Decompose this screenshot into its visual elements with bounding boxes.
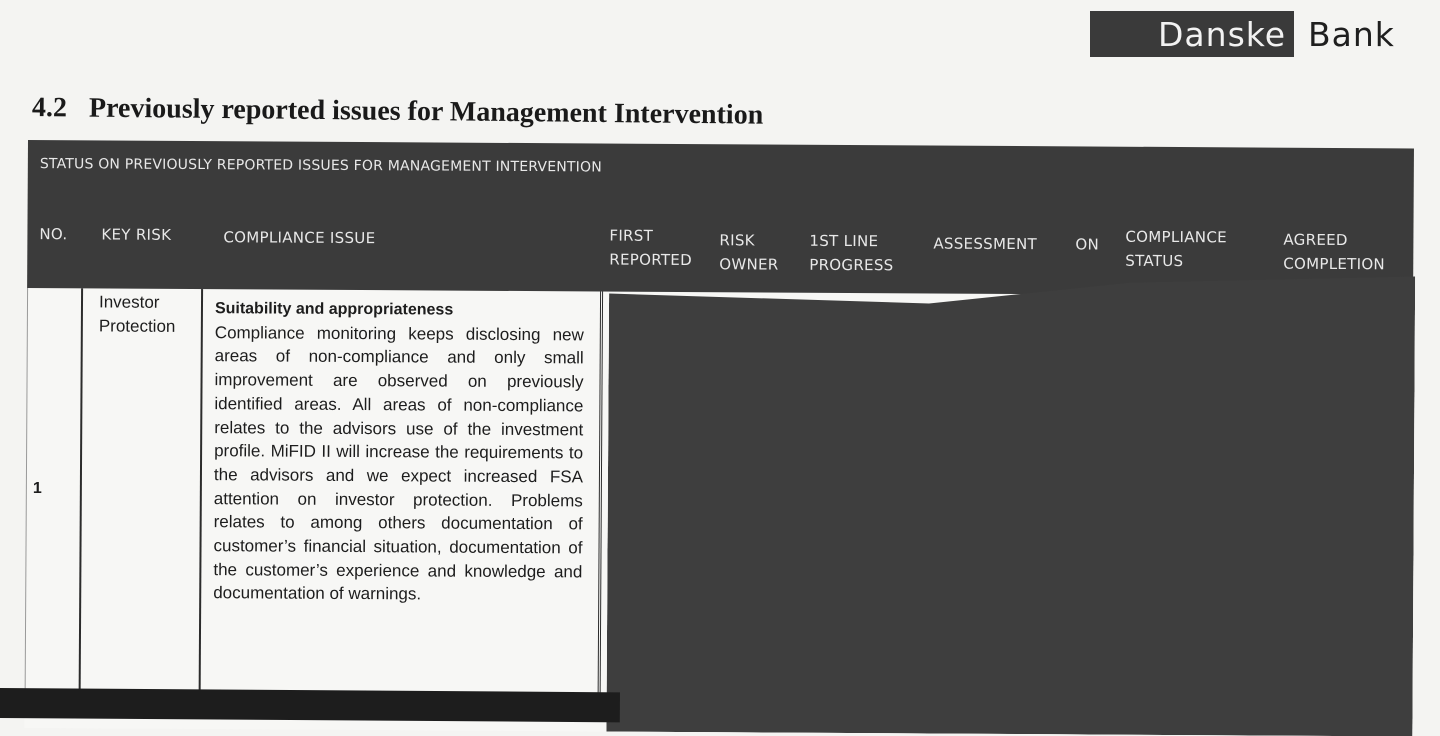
bottom-divider bbox=[0, 688, 620, 722]
table-header bbox=[27, 140, 1414, 298]
table-banner: STATUS ON PREVIOUSLY REPORTED ISSUES FOR MANAGEMENT INTERVENTION bbox=[39, 156, 602, 176]
col-risk-owner-line1: RISK bbox=[719, 231, 755, 250]
issue-title: Suitability and appropriateness bbox=[214, 300, 454, 319]
col-first-reported-line2: REPORTED bbox=[609, 250, 693, 270]
key-risk-value bbox=[83, 288, 201, 339]
col-risk-owner-line2: OWNER bbox=[719, 255, 779, 274]
col-compliance-issue: COMPLIANCE ISSUE bbox=[223, 228, 376, 248]
compliance-issue-value bbox=[201, 289, 600, 608]
col-compliance-status-line2: STATUS bbox=[1125, 251, 1184, 271]
col-line-progress-line1: 1ST LINE bbox=[809, 231, 879, 251]
col-first-reported bbox=[609, 224, 692, 273]
col-agreed-completion-line1: AGREED bbox=[1283, 230, 1348, 250]
danske-bank-logo bbox=[1090, 10, 1410, 58]
col-agreed-completion bbox=[1283, 228, 1385, 277]
col-assessment-on: ON bbox=[1075, 235, 1100, 254]
section-title: Previously reported issues for Management Intervention bbox=[88, 92, 764, 131]
cell-key-risk bbox=[81, 288, 204, 709]
row-number: 1 bbox=[32, 480, 42, 498]
col-key-risk: KEY RISK bbox=[101, 225, 172, 244]
col-agreed-completion-line2: COMPLETION bbox=[1283, 254, 1386, 274]
issue-text: Compliance monitoring keeps disclosing new areas of non-compliance and only small improvement are observed on previously identified areas. All areas of non-compliance relates to the advisors use of the investment profile. MiFID II will increase the requirements to the advisors and we expect increased FSA attention on investor protection. Problems relates to among others documentation of customer’s financial situation, documentation of the customer’s experience and knowledge and documentation of warnings. bbox=[213, 322, 584, 604]
col-no: NO. bbox=[39, 225, 68, 244]
key-risk-line1: Investor bbox=[98, 292, 160, 312]
cell-compliance-issue bbox=[201, 289, 604, 711]
col-line-progress bbox=[809, 229, 894, 278]
status-table bbox=[24, 140, 1414, 728]
cell-no bbox=[25, 288, 84, 708]
redaction-block bbox=[606, 272, 1415, 736]
logo-bank-text: Bank bbox=[1308, 14, 1395, 54]
col-compliance-status-line1: COMPLIANCE bbox=[1125, 227, 1227, 247]
col-assessment: ASSESSMENT bbox=[933, 234, 1038, 254]
col-line-progress-line2: PROGRESS bbox=[809, 255, 894, 275]
key-risk-line2: Protection bbox=[98, 316, 176, 336]
section-number: 4.2 bbox=[31, 92, 68, 124]
col-risk-owner bbox=[719, 228, 779, 276]
logo-box: Danske bbox=[1090, 11, 1294, 57]
col-compliance-status bbox=[1125, 225, 1227, 274]
col-first-reported-line1: FIRST bbox=[609, 226, 654, 245]
section-heading bbox=[32, 92, 764, 132]
